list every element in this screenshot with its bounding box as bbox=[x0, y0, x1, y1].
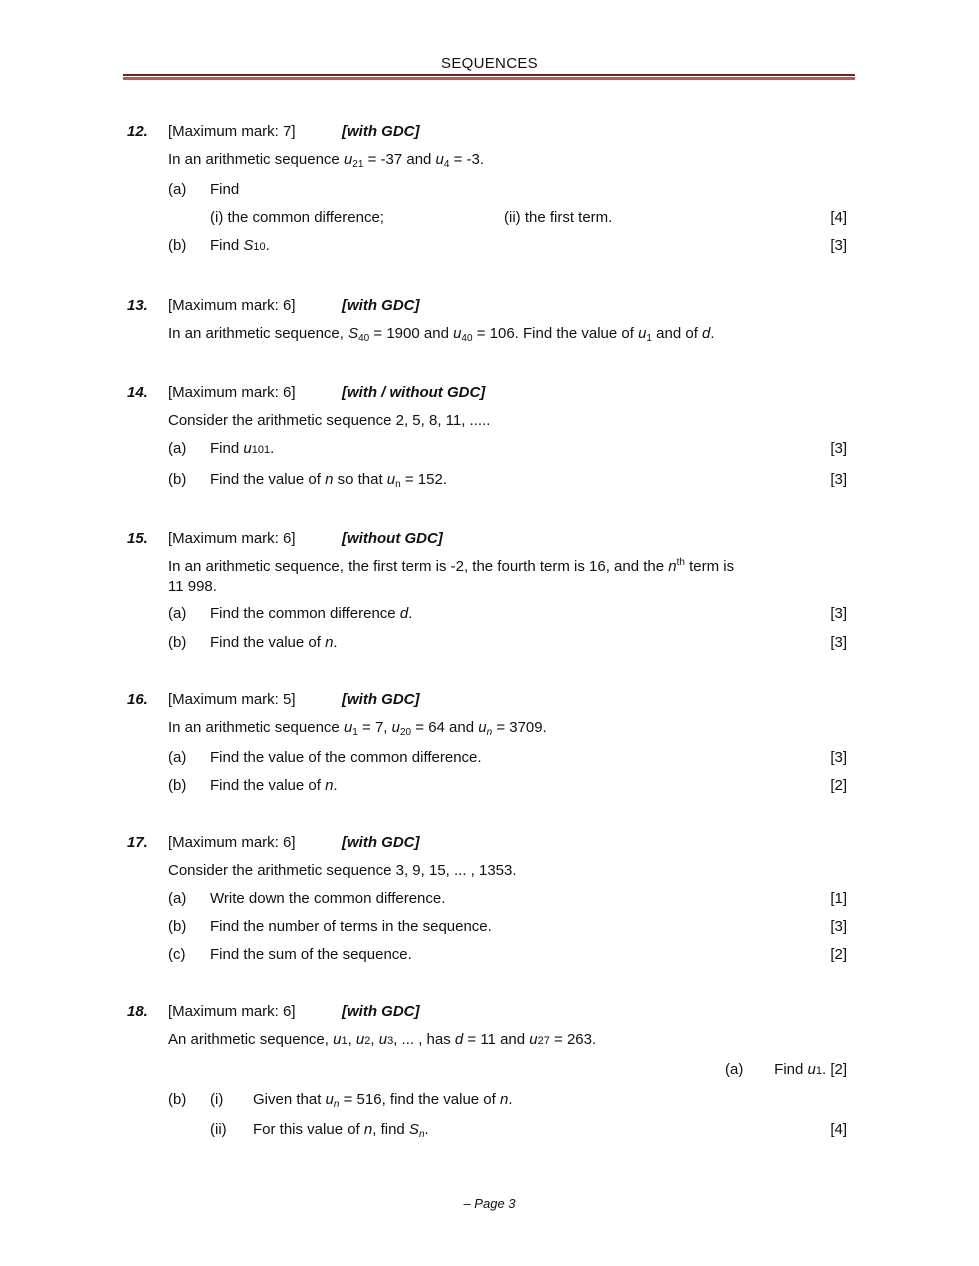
question-number: 14. bbox=[127, 384, 148, 401]
part-label: (a) bbox=[168, 890, 187, 907]
gdc-tag: [with GDC] bbox=[342, 1003, 420, 1020]
part-text: Find the sum of the sequence. bbox=[210, 946, 412, 963]
gdc-tag: [with GDC] bbox=[342, 834, 420, 851]
max-mark: [Maximum mark: 6] bbox=[168, 530, 296, 547]
part-text: Find the value of n so that $u_n = 152$. bbox=[210, 471, 447, 490]
subpart-text: (ii) the first term. bbox=[504, 209, 613, 226]
part-mark: [3] bbox=[830, 440, 847, 457]
part-text: Find the value of n. bbox=[210, 777, 338, 794]
part-label: (b) bbox=[168, 237, 187, 254]
subpart-text: (i) the common difference; bbox=[210, 209, 384, 226]
part-text: Find the number of terms in the sequence. bbox=[210, 918, 492, 935]
max-mark: [Maximum mark: 6] bbox=[168, 297, 296, 314]
question-stem: In an arithmetic sequence $u_1 = 7$, $u_{20} = 64$ and $u_n = 3709$. bbox=[168, 719, 547, 738]
part-mark: [2] bbox=[830, 777, 847, 794]
question-stem-continued: 11 998. bbox=[168, 578, 217, 595]
gdc-tag: [with GDC] bbox=[342, 123, 420, 140]
subpart-label: (i) bbox=[210, 1091, 224, 1108]
gdc-tag: [with GDC] bbox=[342, 691, 420, 708]
part-text: Find the value of the common difference. bbox=[210, 749, 482, 766]
part-mark: [1] bbox=[830, 890, 847, 907]
max-mark: [Maximum mark: 5] bbox=[168, 691, 296, 708]
part-mark: [4] bbox=[830, 1121, 847, 1138]
max-mark: [Maximum mark: 7] bbox=[168, 123, 296, 140]
question-number: 12. bbox=[127, 123, 148, 140]
part-label: (a) bbox=[168, 440, 187, 457]
subpart-label: (ii) bbox=[210, 1121, 227, 1138]
subpart-text: Given that $u_n = 516$, find the value of n. bbox=[253, 1091, 513, 1110]
part-label: (b) bbox=[168, 918, 187, 935]
part-mark: [3] bbox=[830, 634, 847, 651]
max-mark: [Maximum mark: 6] bbox=[168, 384, 296, 401]
gdc-tag: [with GDC] bbox=[342, 297, 420, 314]
part-text: Find u101. bbox=[210, 440, 275, 457]
part-text: Find the value of n. bbox=[210, 634, 338, 651]
subpart-text: For this value of n, find $S_n$. bbox=[253, 1121, 429, 1140]
part-mark: [2] bbox=[830, 946, 847, 963]
part-label: (a) bbox=[168, 181, 187, 198]
question-stem: In an arithmetic sequence, $S_{40} = 1900$ and $u_{40} = 106$. Find the value of $u_1$ and of d. bbox=[168, 325, 715, 344]
question-number: 13. bbox=[127, 297, 148, 314]
part-label: (a) bbox=[168, 749, 187, 766]
part-label: (b) bbox=[168, 1091, 187, 1108]
question-number: 18. bbox=[127, 1003, 148, 1020]
question-stem: Consider the arithmetic sequence 3, 9, 15, ... , 1353. bbox=[168, 862, 517, 879]
part-text: Find bbox=[210, 181, 240, 198]
part-text: Find the common difference d. bbox=[210, 605, 413, 622]
gdc-tag: [without GDC] bbox=[342, 530, 443, 547]
page-footer: – Page 3 bbox=[463, 1196, 516, 1211]
question-number: 15. bbox=[127, 530, 148, 547]
question-number: 17. bbox=[127, 834, 148, 851]
max-mark: [Maximum mark: 6] bbox=[168, 834, 296, 851]
part-label: (a) bbox=[168, 605, 187, 622]
part-text: Find u1. [2] bbox=[774, 1061, 847, 1078]
max-mark: [Maximum mark: 6] bbox=[168, 1003, 296, 1020]
part-text: Find S10. bbox=[210, 237, 270, 254]
part-label: (a) bbox=[725, 1061, 744, 1078]
question-stem: An arithmetic sequence, u1, u2, u3, ... , has d = 11 and u27 = 263. bbox=[168, 1031, 597, 1048]
question-stem: In an arithmetic sequence, the first term is -2, the fourth term is 16, and the $n^{th}$ term is bbox=[168, 557, 735, 575]
part-mark: [3] bbox=[830, 237, 847, 254]
part-label: (c) bbox=[168, 946, 186, 963]
part-mark: [3] bbox=[830, 605, 847, 622]
page-header-title: SEQUENCES bbox=[441, 55, 538, 72]
question-stem: In an arithmetic sequence $u_{21} = -37$ and $u_4 = -3$. bbox=[168, 151, 485, 170]
gdc-tag: [with / without GDC] bbox=[342, 384, 486, 401]
part-mark: [3] bbox=[830, 749, 847, 766]
part-text: Write down the common difference. bbox=[210, 890, 446, 907]
part-mark: [4] bbox=[830, 209, 847, 226]
part-mark: [3] bbox=[830, 471, 847, 488]
question-stem: Consider the arithmetic sequence 2, 5, 8, 11, ..... bbox=[168, 412, 491, 429]
part-label: (b) bbox=[168, 634, 187, 651]
header-rule-light bbox=[123, 77, 855, 80]
part-label: (b) bbox=[168, 471, 187, 488]
header-rule-dark bbox=[123, 74, 855, 76]
part-label: (b) bbox=[168, 777, 187, 794]
question-number: 16. bbox=[127, 691, 148, 708]
part-mark: [3] bbox=[830, 918, 847, 935]
